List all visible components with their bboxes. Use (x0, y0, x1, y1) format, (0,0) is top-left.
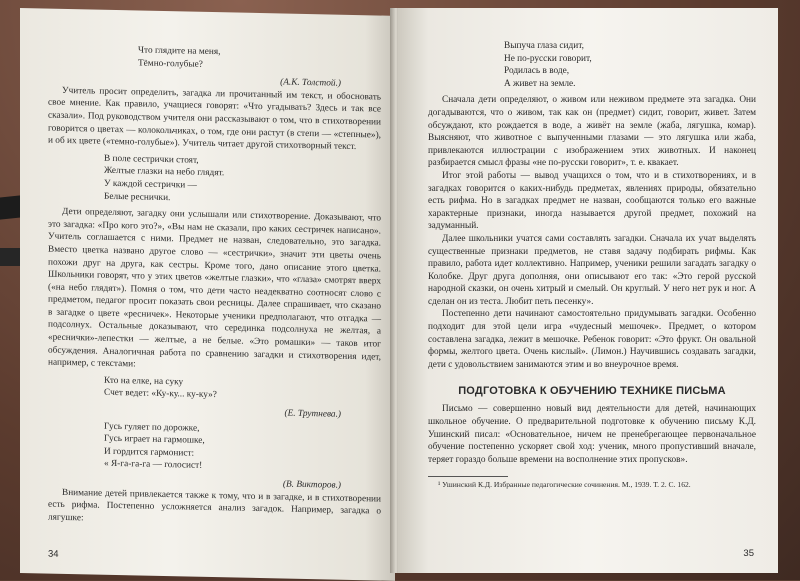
verse-line: Гусь гуляет по дорожке, (104, 421, 200, 434)
verse-line: Гусь играет на гармошке, (104, 433, 205, 447)
verse-line: Не по-русски говорит, (504, 53, 592, 64)
page-number: 35 (743, 548, 754, 559)
verse-line: Желтые глазки на небо глядят. (104, 166, 225, 179)
paragraph: Итог этой работы — вывод учащихся о том, что и в стихотворениях, и в загадках говорится о каких-нибудь предметах, явлениях природы, обязательно есть рифма. Но в загадках предмет не назван, сообщаются только его важные характерные признаки, иногда называется другой предмет, похожий на задуманный. (428, 170, 756, 232)
verse-cuckoo (104, 375, 381, 406)
verse-line: В поле сестрички стоят, (104, 153, 199, 166)
verse-goose (104, 420, 381, 476)
author-credit: (А.К. Толстой.) (280, 77, 341, 89)
left-page (20, 8, 395, 581)
verse-line: Белые реснички. (104, 191, 171, 203)
paragraph: Сначала дети определяют, о живом или неживом предмете эта загадка. Они догадываются, что о живом, так как он (предмет) сидит, говорит, живет. Затем обсуждают, кто рождается в воде, а живёт на земле (жаба, лягушка, комар). Выясняют, что животное с выпученными глазами — это лягушка или жаба, привлекаются иллюстрации с изображением этих животных. И наконец разбирается смысл фразы «не по-русски говорит», т. е. квакает. (428, 95, 756, 169)
paragraph: Постепенно дети начинают самостоятельно придумывать загадки. Особенно подходит для этой цели игра «чудесный мешочек». Предмет, о котором составлена загадка, лежит в мешочке. Ребенок говорит: «Это фрукт. Он овальной формы, желтого цвета. Очень кислый». (Лимон.) Научившись создавать загадки, дети с удовольствием занимаются этим и во внеурочное время. (428, 309, 756, 370)
paragraph: Внимание детей привлекается также к тому, что и в загадке, и в стихотворении есть рифма. Постепенно усложняется анализ загадок. Например, загадка о лягушке: (48, 487, 381, 524)
paragraph: Учитель просит определить, загадка ли прочитанный им текст, и обосновать свое мнение. Как правило, учащиеся говорят: «Что угадывать? Здесь и так все сказали». Под руководством учителя они рассказывают о том, что в стихотворении говорится о цветах — колокольчиках, о том, где они растут (в степи — «степные»), и об их цвете («темно-голубые»). Учитель читает другой стихотворный текст. (48, 85, 381, 153)
paragraph: Дети определяют, загадку они услышали или стихотворение. Доказывают, что это загадка: «Про кого это?», «Вы нам не сказали, про каких сестричек написано». Учитель соглашается с ними. Предмет не назван, следовательно, это загадка. Вместо цветка названо другое слово — «сестрички», значит эти цветы очень похожи друг на друга, как сестры. Кроме того, дано описание этого цветка. Школьники говорят, что у этих цветов «желтые глазки», что «глаза» смотрят вверх («на небо глядят»). Помня о том, что дети часто неадекватно соотносят слово с предметом, педагог просит показать свои ресницы. Далее спрашивает, что сказано в загадке о цвете «ресничек». Некоторые ученики предполагают, что отгадка — подсолнух. Остальные доказывают, что серединка подсолнуха не желтая, а «реснички»-лепестки — желтые, а не белые. «Это ромашки» — таков итог обсуждения. Аналогичная работа по сравнению загадки и стихотворения идет, например, с текстами: (48, 207, 381, 370)
verse-frog (504, 40, 756, 90)
paragraph: Далее школьники учатся сами составлять загадки. Сначала их учат выделять существенные признаки предметов, не ставя задачу подбирать рифмы. Как правило, работа идет коллективно. Например, ученики решили загадать загадку о Колобке. Друг друга дополняя, они описывают его так: «Это герой русской народной сказки, он очень хитрый и смелый. Он круглый. У него нет рук и ног. А сделан он из теста. Любит петь песенку». (428, 233, 756, 307)
verse-line: А живет на земле. (504, 78, 576, 89)
section-heading: ПОДГОТОВКА К ОБУЧЕНИЮ ТЕХНИКЕ ПИСЬМА (458, 385, 726, 398)
verse-line: « Я-га-га-га — голосист! (104, 459, 203, 472)
verse-line: Тёмно-голубые? (138, 58, 203, 70)
paragraph: Письмо — совершенно новый вид деятельности для детей, начинающих школьное обучение. О предварительной подготовке к обучению письму К.Д. Ушинский писал: «Основательное, ничем не пренебрегающее первоначальное обучение постепенно ускоряет свой ход: ученик, много пропустивший вначале, теряет гораздо больше времени на восполнение этих пропусков». (428, 404, 756, 465)
verse-tolstoy (138, 44, 381, 74)
open-book (20, 8, 780, 578)
verse-line: У каждой сестрички — (104, 178, 197, 191)
right-page (398, 8, 778, 573)
verse-line: Кто на елке, на суку (104, 375, 184, 388)
page-number: 34 (48, 548, 59, 560)
verse-line: Выпуча глаза сидит, (504, 41, 584, 51)
author-credit: (Е. Трутнева.) (284, 408, 341, 420)
verse-line: Родилась в воде, (504, 66, 570, 77)
verse-line: Что глядите на меня, (138, 45, 221, 58)
verse-line: И гордится гармонист: (104, 446, 195, 459)
footnote: ¹ Ушинский К.Д. Избранные педагогические сочинения. М., 1939. Т. 2. С. 162. (438, 480, 691, 490)
verse-line: Счет ведет: «Ку-ку... ку-ку»? (104, 388, 217, 401)
footnote-divider (428, 476, 508, 477)
author-credit: (В. Викторов.) (282, 479, 341, 491)
verse-sisters (104, 153, 381, 209)
